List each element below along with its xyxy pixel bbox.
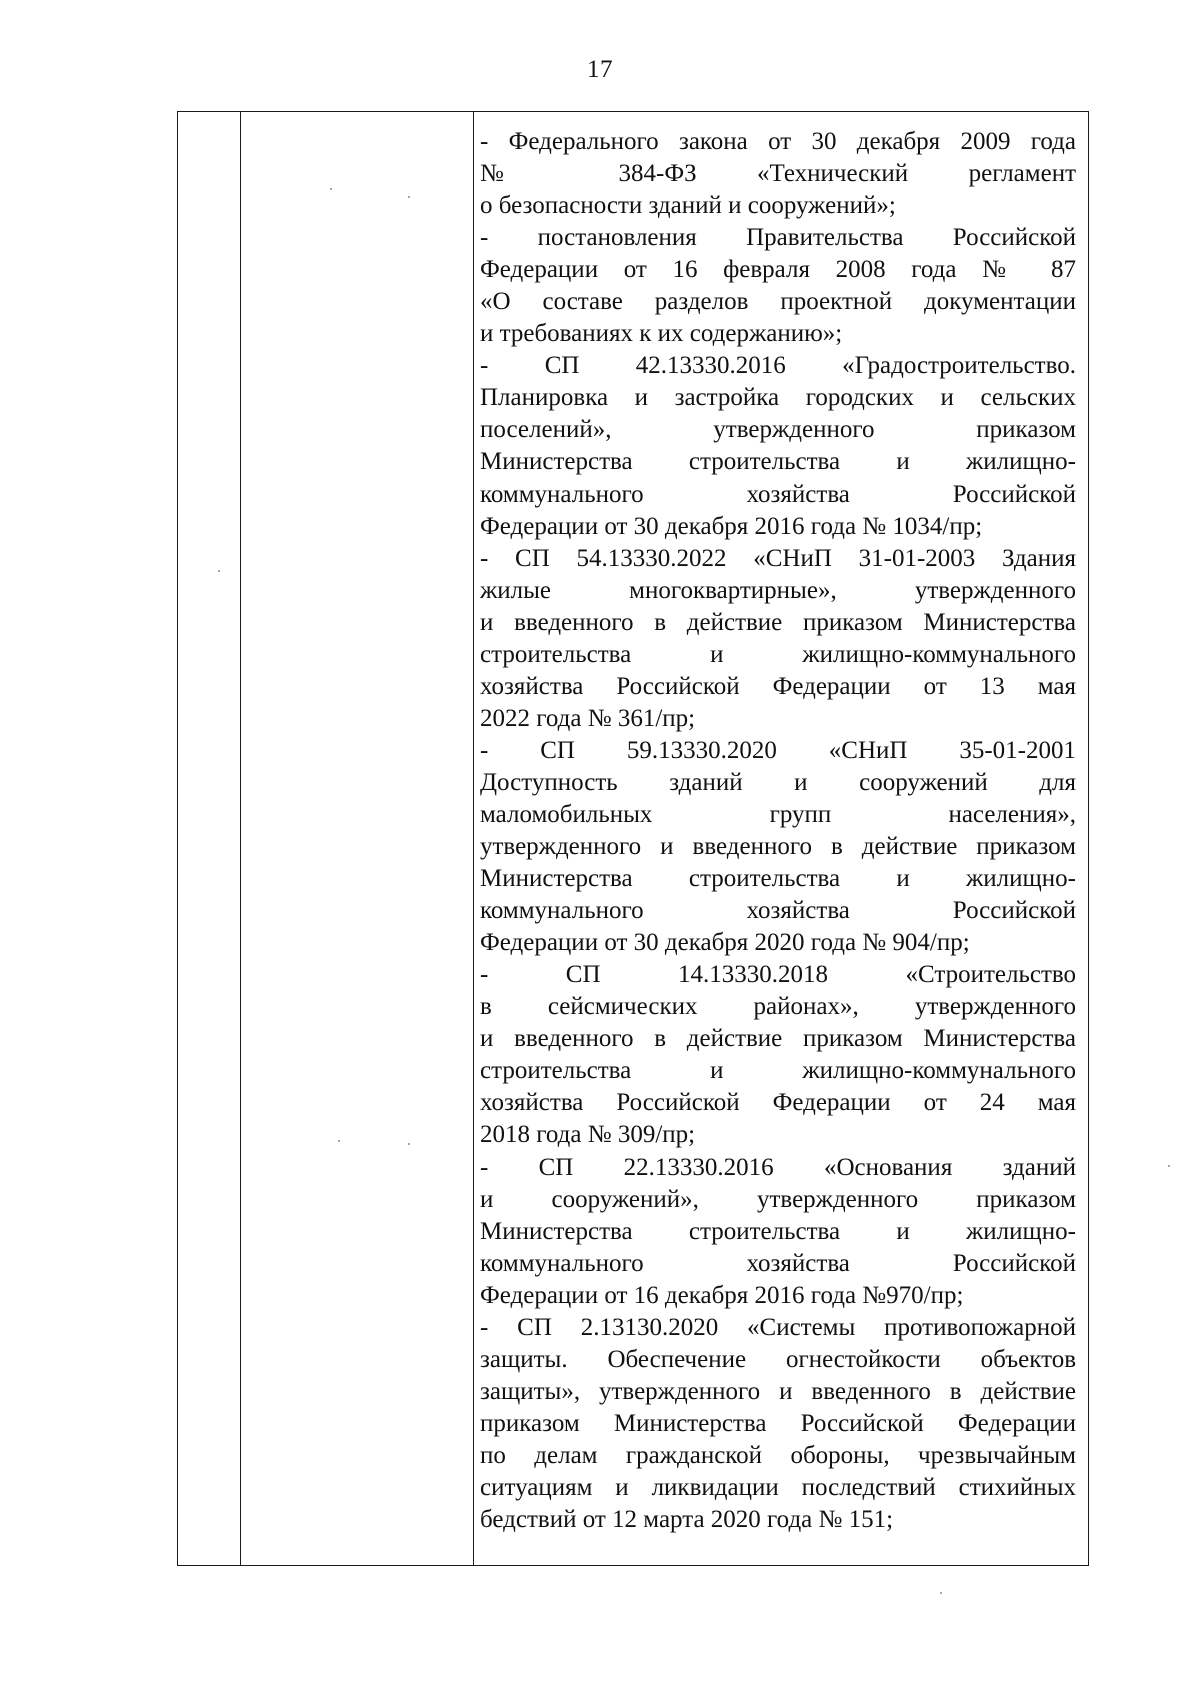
text-line: Доступность зданий и сооружений для [480, 768, 1076, 796]
text-line: бедствий от 12 марта 2020 года № 151; [480, 1506, 894, 1534]
text-line: 2018 года № 309/пр; [480, 1121, 696, 1149]
scan-speck [408, 196, 410, 198]
text-line: - СП 59.13330.2020 «СНиП 35-01-2001 [480, 736, 1076, 764]
text-line: Федерации от 16 декабря 2016 года №970/пр; [480, 1281, 964, 1309]
column-divider-1 [240, 112, 241, 1565]
text-line: и введенного в действие приказом Министерства [480, 608, 1076, 636]
page-number: 17 [587, 56, 613, 83]
list-item [480, 1152, 1076, 1312]
text-line: хозяйства Российской Федерации от 24 мая [480, 1089, 1076, 1117]
text-line: строительства и жилищно-коммунального [480, 640, 1076, 668]
text-line: - СП 54.13330.2022 «СНиП 31-01-2003 Здания [480, 544, 1076, 572]
text-line: - СП 14.13330.2018 «Строительство [480, 961, 1076, 989]
text-line: - СП 22.13330.2016 «Основания зданий [480, 1153, 1076, 1181]
text-line: защиты», утвержденного и введенного в действие [480, 1377, 1076, 1405]
scan-speck [330, 188, 332, 190]
text-line: строительства и жилищно-коммунального [480, 1057, 1076, 1085]
text-line: хозяйства Российской Федерации от 13 мая [480, 672, 1076, 700]
list-item [480, 735, 1076, 959]
text-line: маломобильных групп населения», [480, 800, 1076, 828]
list-item [480, 222, 1076, 350]
scan-speck [1168, 1165, 1170, 1167]
document-table [177, 111, 1089, 1566]
text-line: ситуациям и ликвидации последствий стихийных [480, 1473, 1076, 1501]
text-line: Министерства строительства и жилищно- [480, 1217, 1076, 1245]
requirements-list-cell [480, 126, 1076, 1536]
text-line: коммунального хозяйства Российской [480, 897, 1076, 925]
text-line: «О составе разделов проектной документации [480, 288, 1076, 316]
list-item [480, 1312, 1076, 1536]
text-line: № 384-ФЗ «Технический регламент [480, 160, 1076, 188]
text-line: Федерации от 30 декабря 2016 года № 1034/пр; [480, 512, 983, 540]
text-line: защиты. Обеспечение огнестойкости объектов [480, 1345, 1076, 1373]
text-line: по делам гражданской обороны, чрезвычайным [480, 1441, 1076, 1469]
scan-speck [940, 1592, 942, 1594]
scan-speck [408, 1143, 410, 1145]
list-item [480, 126, 1076, 222]
text-line: Министерства строительства и жилищно- [480, 448, 1076, 476]
list-item [480, 959, 1076, 1151]
text-line: жилые многоквартирные», утвержденного [480, 576, 1076, 604]
text-line: Федерации от 30 декабря 2020 года № 904/пр; [480, 929, 970, 957]
text-line: Министерства строительства и жилищно- [480, 865, 1076, 893]
text-line: поселений», утвержденного приказом [480, 416, 1076, 444]
text-line: и требованиях к их содержанию»; [480, 320, 843, 348]
text-line: и сооружений», утвержденного приказом [480, 1185, 1076, 1213]
column-divider-2 [473, 112, 474, 1565]
text-line: утвержденного и введенного в действие приказом [480, 833, 1076, 861]
text-line: коммунального хозяйства Российской [480, 480, 1076, 508]
text-line: коммунального хозяйства Российской [480, 1249, 1076, 1277]
scan-speck [218, 570, 220, 572]
list-item [480, 543, 1076, 735]
text-line: - СП 42.13330.2016 «Градостроительство. [480, 352, 1076, 380]
text-line: в сейсмических районах», утвержденного [480, 993, 1076, 1021]
list-item [480, 350, 1076, 542]
text-line: о безопасности зданий и сооружений»; [480, 192, 896, 220]
text-line: - СП 2.13130.2020 «Системы противопожарной [480, 1313, 1076, 1341]
text-line: и введенного в действие приказом Министерства [480, 1025, 1076, 1053]
text-line: Федерации от 16 февраля 2008 года № 87 [480, 256, 1076, 284]
text-line: - постановления Правительства Российской [480, 224, 1076, 252]
text-line: - Федерального закона от 30 декабря 2009 года [480, 128, 1076, 155]
text-line: Планировка и застройка городских и сельских [480, 384, 1076, 412]
scan-speck [338, 1140, 340, 1142]
text-line: приказом Министерства Российской Федерации [480, 1409, 1076, 1437]
text-line: 2022 года № 361/пр; [480, 704, 696, 732]
